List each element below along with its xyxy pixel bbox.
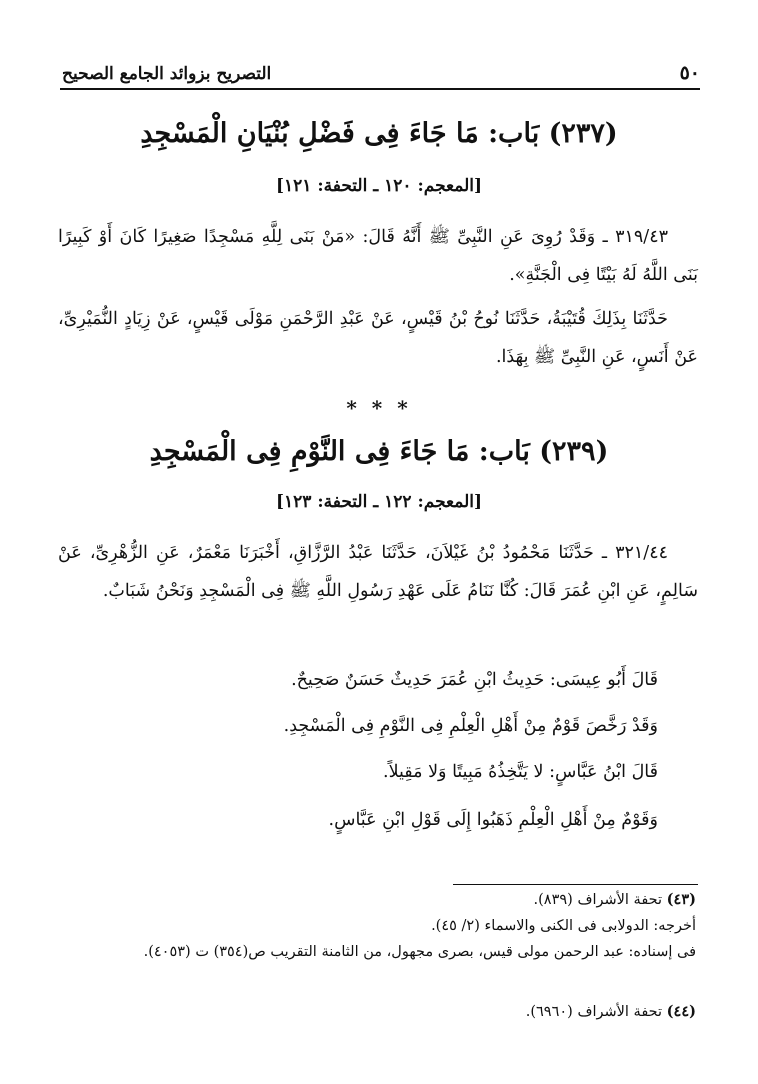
footnote-43-line: أخرجه: الدولابى فى الكنى والاسماء (٢/ ٤٥).	[431, 918, 696, 934]
commentary-line: قَالَ ابْنُ عَبَّاسٍ: لا يَتَّخِذُهُ مَبِيتًا وَلا مَقِيلاً.	[383, 762, 658, 782]
footnote-text: تحفة الأشراف (٨٣٩).	[533, 892, 663, 908]
footnote-44	[60, 1000, 696, 1024]
hadith-paragraph-43: ٣١٩/٤٣ ـ وَقَدْ رُوِىَ عَنِ النَّبِىِّ ﷺ أَنَّهُ قَالَ: «مَنْ بَنَى لِلَّهِ مَسْجِدًا صَغِيرًا كَانَ أَوْ كَبِيرًا بَنَى اللَّهُ لَهُ بَيْتًا فِى الْجَنَّةِ».	[58, 227, 698, 285]
footnote-43-line: فى إسناده: عبد الرحمن مولى قيس، بصرى مجهول، من الثامنة التقريب ص(٣٥٤) ت (٤٠٥٣).	[143, 944, 696, 960]
footnote-43	[60, 888, 696, 912]
hadith-paragraph-44: ٣٢١/٤٤ ـ حَدَّثَنَا مَحْمُودُ بْنُ غَيْلاَنَ، حَدَّثَنَا عَبْدُ الرَّزَّاقِ، أَخْبَرَنَا مَعْمَرٌ، عَنِ الزُّهْرِىِّ، عَنْ سَالِمٍ، عَنِ ابْنِ عُمَرَ قَالَ: كُنَّا نَنَامُ عَلَى عَهْدِ رَسُولِ اللَّهِ ﷺ فِى الْمَسْجِدِ وَنَحْنُ شَبَابٌ.	[58, 543, 698, 601]
commentary-line: وَقَوْمٌ مِنْ أَهْلِ الْعِلْمِ ذَهَبُوا إِلَى قَوْلِ ابْنِ عَبَّاسٍ.	[328, 810, 658, 830]
footnote-number: (٤٣)	[666, 891, 696, 908]
footnote-text: تحفة الأشراف (٦٩٦٠).	[525, 1004, 663, 1020]
chapter-title-237: (٢٣٧) بَاب: مَا جَاءَ فِى فَضْلِ بُنْيَانِ الْمَسْجِدِ	[140, 118, 618, 149]
commentary-line: قَالَ أَبُو عِيسَى: حَدِيثُ ابْنِ عُمَرَ حَدِيثٌ حَسَنٌ صَحِيحٌ.	[291, 670, 658, 690]
running-head	[62, 58, 700, 84]
footnote-number: (٤٤)	[666, 1003, 696, 1020]
book-title: التصريح بزوائد الجامع الصحيح	[62, 64, 272, 84]
footnote-rule	[453, 884, 698, 885]
header-rule	[60, 88, 700, 90]
chapter-refs-237: [المعجم: ١٢٠ ـ التحفة: ١٢١]	[275, 176, 483, 196]
chapter-refs-239: [المعجم: ١٢٢ ـ التحفة: ١٢٣]	[275, 492, 483, 512]
page-number: ٥٠	[679, 62, 700, 84]
commentary-line: وَقَدْ رَخَّصَ قَوْمٌ مِنْ أَهْلِ الْعِلْمِ فِى النَّوْمِ فِى الْمَسْجِدِ.	[283, 716, 658, 736]
chapter-title-239: (٢٣٩) بَاب: مَا جَاءَ فِى النَّوْمِ فِى الْمَسْجِدِ	[149, 436, 609, 467]
isnad-paragraph-43: حَدَّثَنَا بِذَلِكَ قُتَيْبَةُ، حَدَّثَنَا نُوحُ بْنُ قَيْسٍ، عَنْ عَبْدِ الرَّحْمَنِ مَوْلَى قَيْسٍ، عَنْ زِيَادٍ النُّمَيْرِىِّ، عَنْ أَنَسٍ، عَنِ النَّبِىِّ ﷺ بِهَذَا.	[58, 309, 698, 367]
section-separator: * * *	[346, 396, 412, 420]
